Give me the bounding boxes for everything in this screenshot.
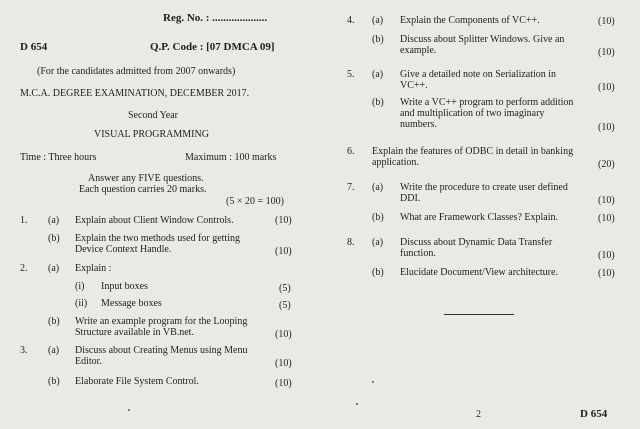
question-text: application.	[372, 157, 419, 168]
question-number: 8.	[347, 237, 355, 248]
subject-title: VISUAL PROGRAMMING	[94, 129, 209, 140]
instruction-line-2: Each question carries 20 marks.	[79, 184, 207, 195]
marks: (10)	[598, 16, 615, 27]
question-number: 5.	[347, 69, 355, 80]
question-text: and multiplication of two imaginary	[400, 108, 545, 119]
question-number: 1.	[20, 215, 28, 226]
question-text: Message boxes	[101, 298, 162, 309]
paper-code: D 654	[20, 41, 48, 53]
part-label: (a)	[372, 237, 384, 248]
part-label: (b)	[372, 97, 384, 108]
marks: (5)	[279, 300, 291, 311]
question-text: Input boxes	[101, 281, 148, 292]
marks: (20)	[598, 159, 615, 170]
scan-speck	[128, 409, 130, 411]
exam-year: Second Year	[128, 110, 178, 121]
marks: (10)	[598, 122, 615, 133]
part-label: (a)	[372, 69, 384, 80]
marks: (10)	[275, 329, 292, 340]
question-text: Write an example program for the Looping	[75, 316, 248, 327]
marks: (10)	[275, 378, 292, 389]
part-label: (b)	[372, 267, 384, 278]
question-text: Explain the Components of VC++.	[400, 15, 540, 26]
max-marks-label: Maximum : 100 marks	[185, 152, 277, 163]
qp-code: Q.P. Code : [07 DMCA 09]	[150, 41, 275, 53]
time-label: Time : Three hours	[20, 152, 97, 163]
marks: (10)	[275, 215, 292, 226]
marks-formula: (5 × 20 = 100)	[226, 196, 284, 207]
question-text: Discuss about Splitter Windows. Give an	[400, 34, 565, 45]
part-label: (a)	[48, 345, 60, 356]
instruction-line-1: Answer any FIVE questions.	[88, 173, 204, 184]
marks: (10)	[598, 213, 615, 224]
question-text: Explain about Client Window Controls.	[75, 215, 234, 226]
question-text: Editor.	[75, 356, 102, 367]
question-text: Explain the features of ODBC in detail in banking	[372, 146, 574, 157]
question-text: Device Context Handle.	[75, 244, 172, 255]
part-label: (b)	[372, 212, 384, 223]
question-text: Discuss about Creating Menus using Menu	[75, 345, 248, 356]
marks: (10)	[598, 195, 615, 206]
question-text: VC++.	[400, 80, 428, 91]
part-label: (a)	[48, 263, 60, 274]
subpart-label: (ii)	[75, 298, 88, 309]
part-label: (b)	[372, 34, 384, 45]
question-text: example.	[400, 45, 437, 56]
exam-title: M.C.A. DEGREE EXAMINATION, DECEMBER 2017.	[20, 88, 250, 99]
page-number: 2	[476, 409, 481, 420]
scan-speck	[372, 381, 374, 383]
part-label: (b)	[48, 376, 60, 387]
marks: (10)	[598, 250, 615, 261]
candidates-note: (For the candidates admitted from 2007 onwards)	[37, 66, 236, 77]
reg-no-label: Reg. No. : ....................	[163, 12, 268, 24]
question-text: Write the procedure to create user defined	[400, 182, 568, 193]
question-number: 3.	[20, 345, 28, 356]
marks: (10)	[275, 358, 292, 369]
question-text: Elaborate File System Control.	[75, 376, 199, 387]
question-text: numbers.	[400, 119, 437, 130]
part-label: (a)	[48, 215, 60, 226]
question-number: 6.	[347, 146, 355, 157]
question-text: What are Framework Classes? Explain.	[400, 212, 559, 223]
question-number: 4.	[347, 15, 355, 26]
question-text: Give a detailed note on Serialization in	[400, 69, 557, 80]
marks: (5)	[279, 283, 291, 294]
question-text: Structure available in VB.net.	[75, 327, 194, 338]
footer-paper-code: D 654	[580, 408, 608, 420]
part-label: (a)	[372, 182, 384, 193]
question-number: 7.	[347, 182, 355, 193]
question-text: DDI.	[400, 193, 421, 204]
marks: (10)	[598, 82, 615, 93]
question-text: Explain :	[75, 263, 112, 274]
scan-speck	[356, 403, 358, 405]
part-label: (b)	[48, 316, 60, 327]
question-text: Discuss about Dynamic Data Transfer	[400, 237, 553, 248]
part-label: (a)	[372, 15, 384, 26]
question-text: function.	[400, 248, 436, 259]
marks: (10)	[598, 47, 615, 58]
marks: (10)	[598, 268, 615, 279]
marks: (10)	[275, 246, 292, 257]
subpart-label: (i)	[75, 281, 85, 292]
question-text: Elucidate Document/View architecture.	[400, 267, 558, 278]
end-of-paper-rule	[444, 314, 514, 315]
question-text: Write a VC++ program to perform addition	[400, 97, 574, 108]
question-text: Explain the two methods used for getting	[75, 233, 240, 244]
question-number: 2.	[20, 263, 28, 274]
part-label: (b)	[48, 233, 60, 244]
